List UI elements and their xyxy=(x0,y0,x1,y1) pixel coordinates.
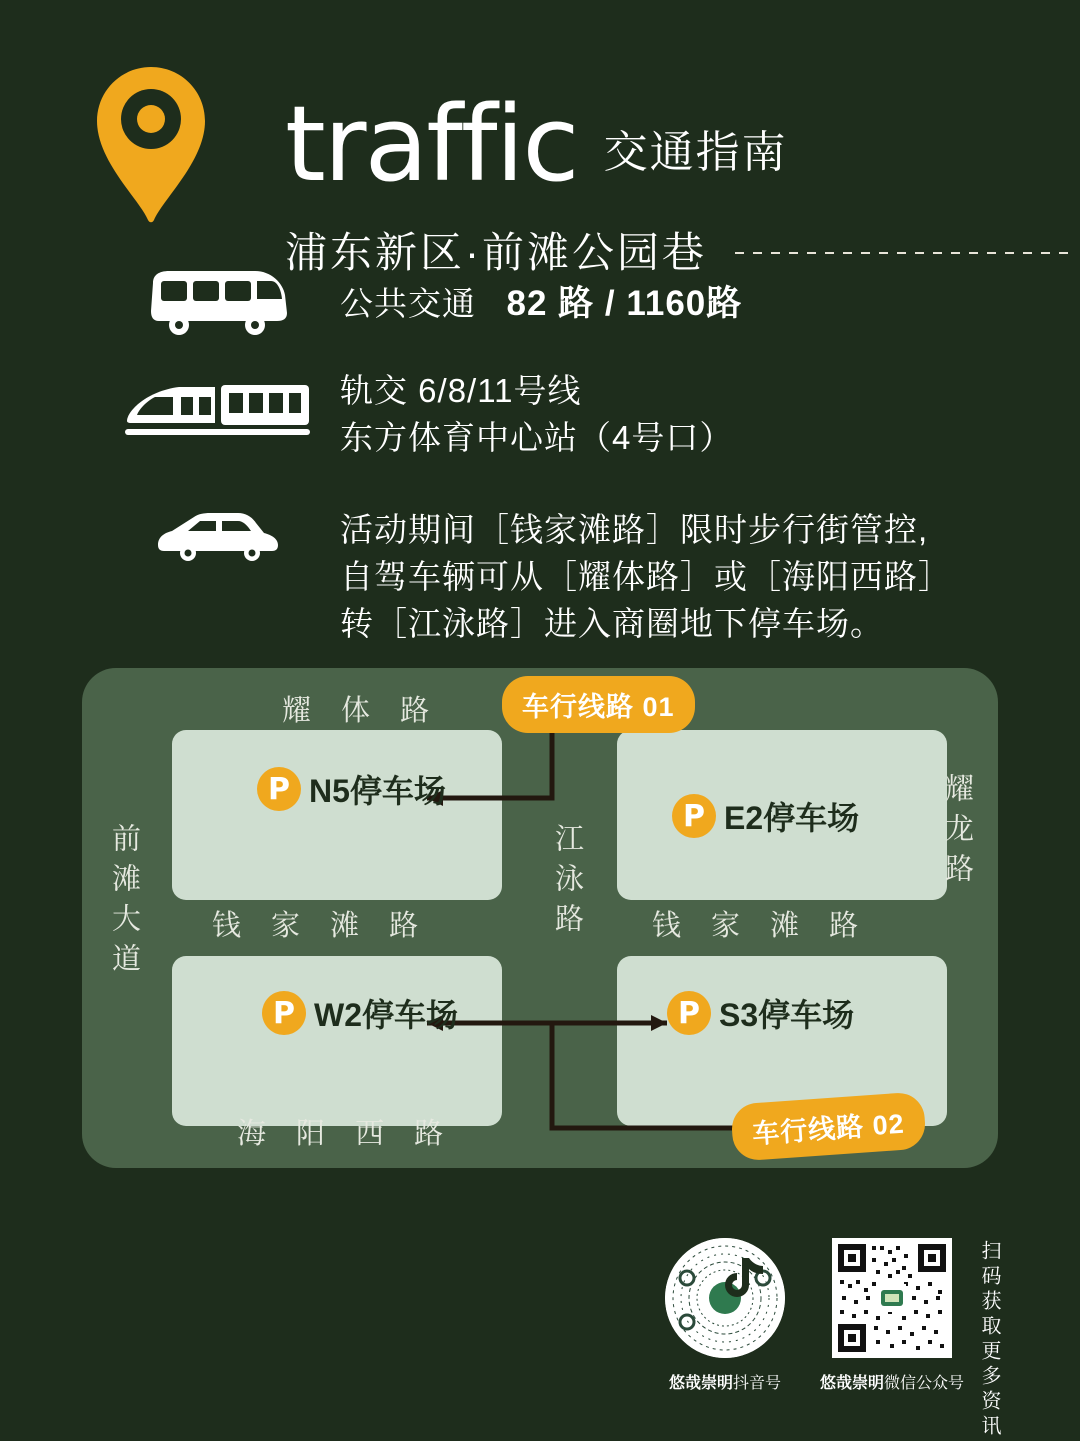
douyin-caption xyxy=(669,1370,781,1393)
info-row-bus xyxy=(95,255,995,347)
parking-map xyxy=(82,668,998,1168)
wechat-qr-block xyxy=(820,1238,964,1393)
brand-subtitle-cn: 交通指南 xyxy=(603,127,788,177)
route-badge-01[interactable]: 车行线路 01 xyxy=(502,676,695,733)
wechat-caption-rest: 微信公众号 xyxy=(884,1375,965,1392)
bus-icon xyxy=(95,265,340,337)
parking-p-icon: P xyxy=(262,991,306,1035)
wechat-qr-code[interactable] xyxy=(832,1238,952,1358)
bus-value: 82 路 / 1160路 xyxy=(506,284,743,324)
car-line-3: 转［江泳路］进入商圈地下停车场。 xyxy=(340,604,884,642)
info-list xyxy=(95,255,995,658)
road-label-qianjiatan-left: 钱 家 滩 路 xyxy=(212,910,430,942)
parking-label-s3 xyxy=(667,990,854,1036)
parking-label-n5 xyxy=(257,766,446,812)
wechat-caption-bold: 悠哉崇明 xyxy=(820,1375,885,1392)
dotted-divider xyxy=(735,252,1075,254)
road-label-yaolong: 耀龙路 xyxy=(941,773,973,893)
parking-name-w2: W2停车场 xyxy=(314,997,459,1033)
train-icon xyxy=(95,377,340,447)
location-pin-icon xyxy=(95,65,207,225)
scan-hint-text: 扫码获取更多资讯 xyxy=(978,1240,1000,1440)
bus-label: 公共交通 xyxy=(340,285,476,323)
road-label-yaoti: 耀 体 路 xyxy=(282,695,441,727)
road-label-qianjiatan-right: 钱 家 滩 路 xyxy=(652,910,870,942)
car-icon xyxy=(95,501,340,561)
wechat-caption xyxy=(820,1370,964,1393)
brand-row xyxy=(285,83,788,205)
douyin-qr-code[interactable] xyxy=(665,1238,785,1358)
parking-name-e2: E2停车场 xyxy=(724,800,860,836)
bus-line xyxy=(340,279,742,329)
parking-p-icon: P xyxy=(667,991,711,1035)
metro-line-2: 东方体育中心站（4号口） xyxy=(340,419,734,456)
parking-label-e2 xyxy=(672,793,859,839)
road-label-haiyangxi: 海 阳 西 路 xyxy=(237,1118,455,1150)
bus-text xyxy=(340,273,742,329)
parking-name-n5: N5停车场 xyxy=(309,773,446,809)
parking-label-w2 xyxy=(262,990,458,1036)
metro-line-1: 轨交 6/8/11号线 xyxy=(340,372,582,410)
parking-p-icon: P xyxy=(257,767,301,811)
route-badge-02[interactable]: 车行线路 02 xyxy=(730,1091,926,1161)
metro-text xyxy=(340,362,733,462)
footer xyxy=(0,1230,1080,1440)
parking-p-icon: P xyxy=(672,794,716,838)
car-line-2: 自驾车辆可从［耀体路］或［海阳西路］ xyxy=(340,557,952,595)
info-row-metro xyxy=(95,357,995,467)
parking-name-s3: S3停车场 xyxy=(719,997,855,1033)
info-row-car xyxy=(95,501,995,648)
douyin-qr-block xyxy=(665,1238,785,1393)
road-label-jiangyong: 江泳路 xyxy=(551,823,583,943)
car-text xyxy=(340,501,952,648)
page-subtitle: 浦东新区·前滩公园巷 xyxy=(285,229,707,276)
brand-title: traffic xyxy=(285,83,578,205)
road-label-qiantan-avenue: 前滩大道 xyxy=(108,823,140,983)
douyin-caption-bold: 悠哉崇明 xyxy=(668,1375,733,1392)
car-line-1: 活动期间［钱家滩路］限时步行街管控, xyxy=(340,511,929,548)
douyin-caption-rest: 抖音号 xyxy=(733,1375,782,1392)
